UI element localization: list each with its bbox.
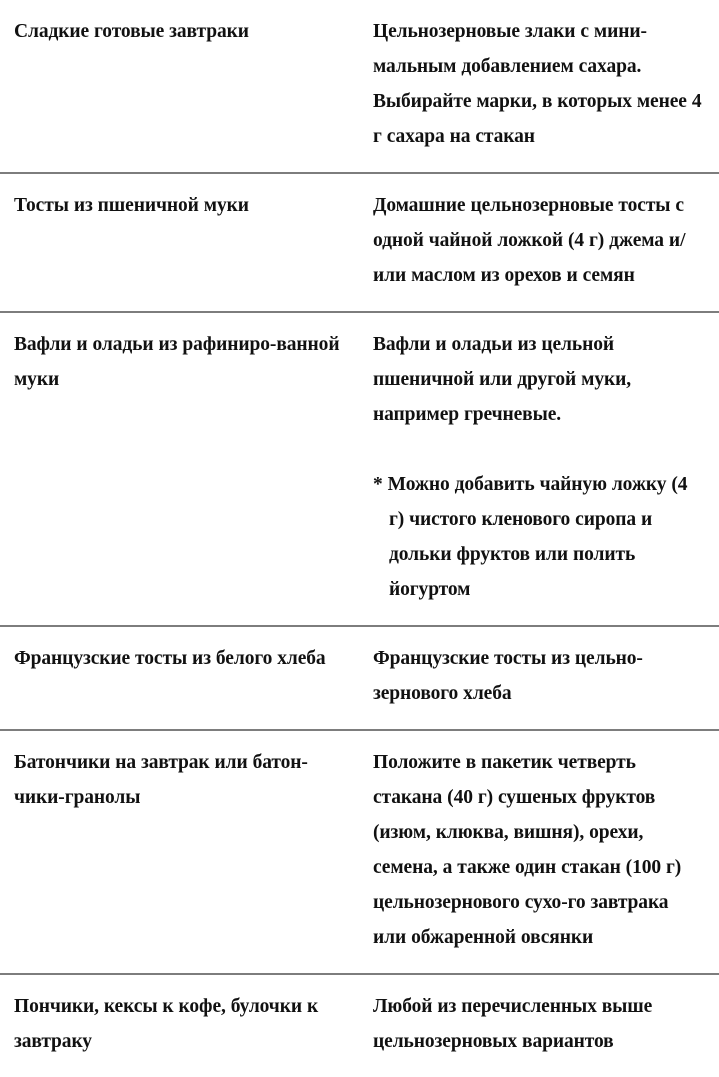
table-cell-replacement xyxy=(373,173,719,312)
replacement-food-text: Французские тосты из цельно-зернового хлеба xyxy=(373,648,643,704)
table-cell-original xyxy=(0,974,373,1077)
replacement-footnote xyxy=(373,467,705,607)
table-cell-replacement xyxy=(373,974,719,1077)
footnote-text: Можно добавить чайную ложку (4 г) чистого кленового сиропа и дольки фруктов или полить йогуртом xyxy=(387,474,688,600)
replacement-food-text: Цельнозерновые злаки с мини-мальным добавлением сахара. Выбирайте марки, в которых менее 4 г сахара на стакан xyxy=(373,21,702,147)
original-food-text: Вафли и оладьи из рафиниро-ванной муки xyxy=(14,334,340,390)
table-row xyxy=(0,626,719,730)
table-row xyxy=(0,730,719,974)
table-cell-replacement xyxy=(373,312,719,626)
original-food-text: Пончики, кексы к кофе, булочки к завтраку xyxy=(14,996,319,1052)
original-food-text: Французские тосты из белого хлеба xyxy=(14,648,326,669)
table-cell-replacement xyxy=(373,626,719,730)
original-food-text: Сладкие готовые завтраки xyxy=(14,21,249,42)
replacement-food-text: Вафли и оладьи из цельной пшеничной или другой муки, например гречневые. xyxy=(373,334,632,425)
table-cell-original xyxy=(0,0,373,173)
replacement-food-text: Домашние цельнозерновые тосты с одной чайной ложкой (4 г) джема и/или маслом из орехов и семян xyxy=(373,195,686,286)
table-cell-original xyxy=(0,730,373,974)
table-cell-original xyxy=(0,173,373,312)
table-row xyxy=(0,312,719,626)
table-cell-replacement xyxy=(373,0,719,173)
table-row xyxy=(0,0,719,173)
replacement-food-text: Любой из перечисленных выше цельнозерновых вариантов xyxy=(373,996,653,1052)
asterisk-marker: * xyxy=(373,474,383,495)
table-cell-original xyxy=(0,626,373,730)
original-food-text: Батончики на завтрак или батон-чики-гранолы xyxy=(14,752,308,808)
replacement-food-text: Положите в пакетик четверть стакана (40 г) сушеных фруктов (изюм, клюква, вишня), орехи, семена, а также один стакан (100 г) цельнозернового сухо-го завтрака или обжаренной овсянки xyxy=(373,752,682,948)
table-row xyxy=(0,974,719,1077)
table-row xyxy=(0,173,719,312)
original-food-text: Тосты из пшеничной муки xyxy=(14,195,249,216)
table-cell-replacement xyxy=(373,730,719,974)
table-cell-original xyxy=(0,312,373,626)
